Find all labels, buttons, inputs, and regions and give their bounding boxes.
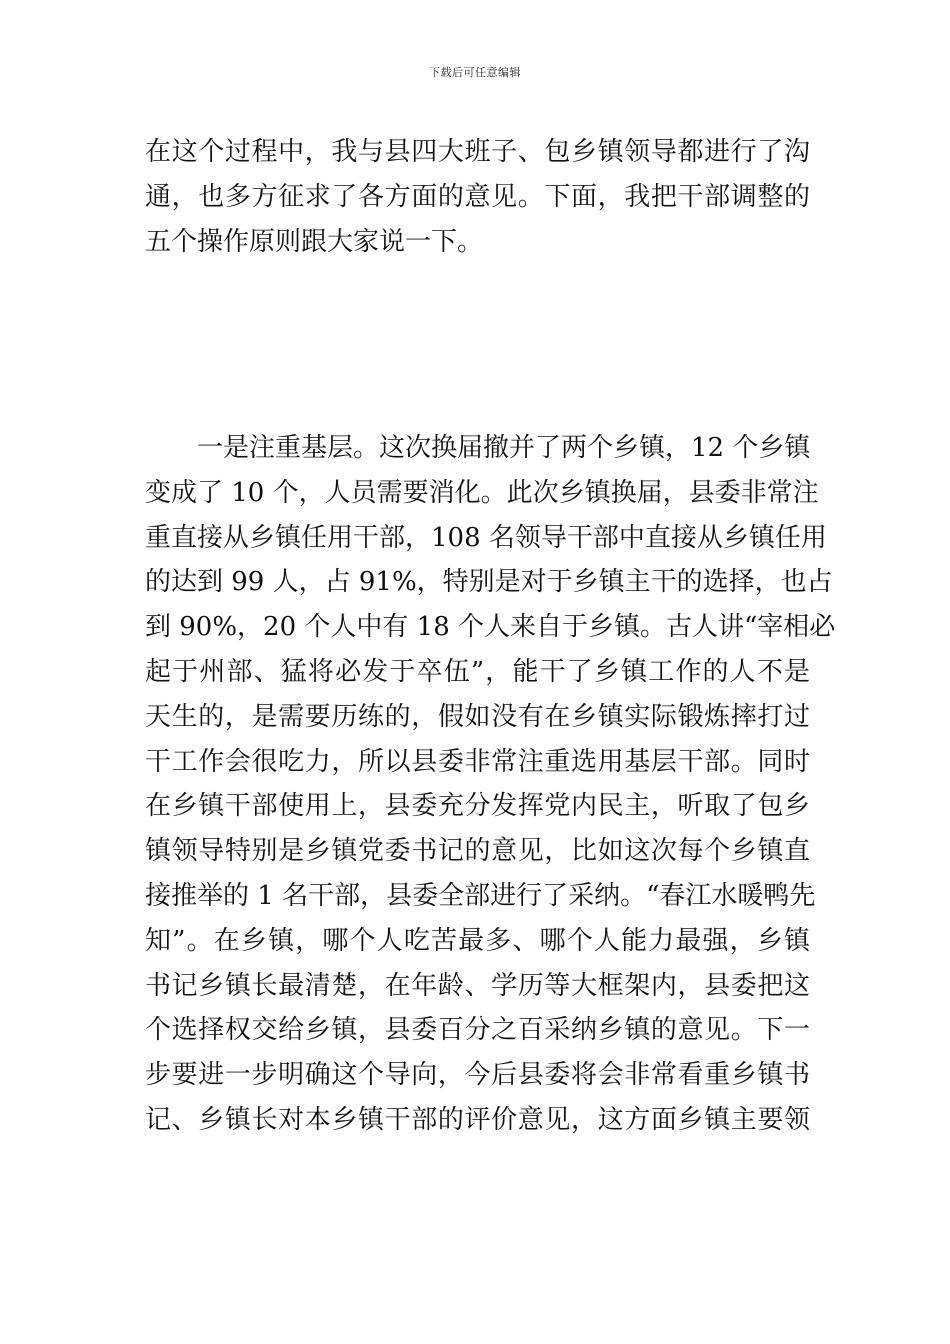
text-line: 干工作会很吃力，所以县委非常注重选用基层干部。同时 xyxy=(145,746,810,777)
text-line: 到 90%，20 个人中有 18 个人来自于乡镇。古人讲“宰相必 xyxy=(145,612,836,643)
text-line: 步要进一步明确这个导向，今后县委将会非常看重乡镇书 xyxy=(145,1060,810,1091)
text-line: 五个操作原则跟大家说一下。 xyxy=(145,226,484,257)
text-line: 起于州部、猛将必发于卒伍”，能干了乡镇工作的人不是 xyxy=(145,656,810,687)
paragraph-grassroots xyxy=(145,426,836,1143)
text-line: 天生的，是需要历练的，假如没有在乡镇实际锻炼摔打过 xyxy=(145,701,810,732)
text-line: 变成了 10 个，人员需要消化。此次乡镇换届，县委非常注 xyxy=(145,477,819,508)
text-line: 书记乡镇长最清楚，在年龄、学历等大框架内，县委把这 xyxy=(145,970,810,1001)
text-line: 接推举的 1 名干部，县委全部进行了采纳。“春江水暖鸭先 xyxy=(145,880,816,911)
text-line: 镇领导特别是乡镇党委书记的意见，比如这次每个乡镇直 xyxy=(145,836,810,867)
paragraph-intro xyxy=(145,130,810,264)
text-line: 记、乡镇长对本乡镇干部的评价意见，这方面乡镇主要领 xyxy=(145,1104,810,1135)
text-line: 一是注重基层。这次换届撤并了两个乡镇，12 个乡镇 xyxy=(145,433,811,463)
header-note: 下载后可任意编辑 xyxy=(429,66,521,79)
text-line: 个选择权交给乡镇，县委百分之百采纳乡镇的意见。下一 xyxy=(145,1015,810,1046)
text-line: 在这个过程中，我与县四大班子、包乡镇领导都进行了沟 xyxy=(145,137,810,167)
text-line: 在乡镇干部使用上，县委充分发挥党内民主，听取了包乡 xyxy=(145,791,810,822)
text-line: 通，也多方征求了各方面的意见。下面，我把干部调整的 xyxy=(145,181,810,212)
text-line: 知”。在乡镇，哪个人吃苦最多、哪个人能力最强，乡镇 xyxy=(145,925,810,956)
text-line: 重直接从乡镇任用干部，108 名领导干部中直接从乡镇任用 xyxy=(145,522,827,553)
text-line: 的达到 99 人，占 91%，特别是对于乡镇主干的选择，也占 xyxy=(145,567,833,598)
